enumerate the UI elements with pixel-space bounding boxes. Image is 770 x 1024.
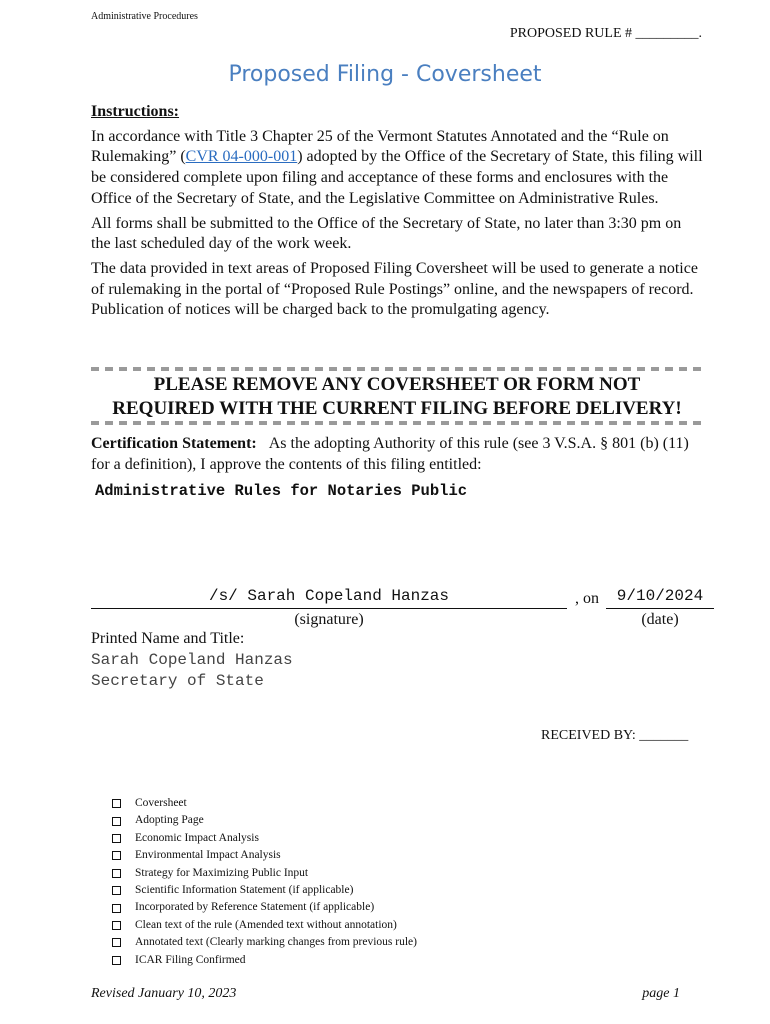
list-item bbox=[112, 865, 417, 882]
enclosures-checklist bbox=[112, 795, 417, 969]
signature-caption: (signature) bbox=[294, 611, 364, 628]
checklist-label: Coversheet bbox=[135, 797, 187, 809]
cvr-rule-link[interactable]: CVR 04-000-001 bbox=[185, 148, 298, 166]
list-item bbox=[112, 795, 417, 812]
list-item bbox=[112, 830, 417, 847]
list-item bbox=[112, 882, 417, 899]
date-field[interactable]: 9/10/2024 bbox=[606, 587, 714, 609]
signature-field[interactable]: /s/ Sarah Copeland Hanzas bbox=[91, 587, 567, 609]
checkbox[interactable] bbox=[112, 817, 121, 826]
checkbox[interactable] bbox=[112, 851, 121, 860]
proposed-rule-number: PROPOSED RULE # _________. bbox=[509, 26, 702, 41]
checkbox[interactable] bbox=[112, 904, 121, 913]
checkbox[interactable] bbox=[112, 956, 121, 965]
instructions-paragraph-2: All forms shall be submitted to the Office of the Secretary of State, no later than 3:30 pm on the last scheduled day of the work week. bbox=[91, 214, 682, 253]
checklist-label: Annotated text (Clearly marking changes from previous rule) bbox=[135, 936, 417, 949]
list-item bbox=[112, 934, 417, 951]
printed-name-field[interactable]: Sarah Copeland Hanzas bbox=[91, 651, 293, 669]
list-item bbox=[112, 899, 417, 916]
printed-name-label: Printed Name and Title: bbox=[91, 630, 245, 647]
divider-bottom bbox=[91, 421, 703, 425]
section-label: Administrative Procedures bbox=[91, 11, 198, 22]
checklist-label: Adopting Page bbox=[135, 814, 204, 827]
instructions-heading: Instructions: bbox=[91, 103, 180, 120]
checkbox[interactable] bbox=[112, 834, 121, 843]
checklist-label: Environmental Impact Analysis bbox=[135, 849, 281, 862]
page-number: page 1 bbox=[642, 986, 680, 1001]
checkbox[interactable] bbox=[112, 921, 121, 930]
banner-line-1: PLEASE REMOVE ANY COVERSHEET OR FORM NOT bbox=[153, 374, 641, 395]
instructions bbox=[91, 102, 703, 325]
revised-date: Revised January 10, 2023 bbox=[91, 986, 237, 1001]
list-item bbox=[112, 917, 417, 934]
printed-title-field[interactable]: Secretary of State bbox=[91, 672, 264, 690]
certification-label: Certification Statement: bbox=[91, 435, 257, 452]
banner-line-2: REQUIRED WITH THE CURRENT FILING BEFORE DELIVERY! bbox=[112, 398, 682, 419]
instructions-p1-start: In accordance with Title 3 Chapter 25 of the Vermont Statutes Annotated and the “Rule on Rulemaking” ( bbox=[91, 127, 669, 166]
certification-text: As the adopting Authority of this rule (see 3 V.S.A. § 801 (b) (11) for a definition), I approve the contents of this filing entitled: bbox=[91, 435, 689, 473]
instructions-paragraph-3: The data provided in text areas of Proposed Filing Coversheet will be used to generate a notice of rulemaking in the portal of “Proposed Rule Postings” online, and the newspapers of record. Publication of notices will be charged back to the promulgating agency. bbox=[91, 259, 698, 319]
certification-statement bbox=[91, 433, 703, 475]
checklist-label: Economic Impact Analysis bbox=[135, 831, 259, 844]
on-label: , on bbox=[575, 590, 599, 607]
list-item bbox=[112, 812, 417, 829]
checklist-label: Strategy for Maximizing Public Input bbox=[135, 866, 309, 879]
remove-coversheet-banner bbox=[91, 373, 703, 421]
instructions-paragraph-1 bbox=[91, 127, 703, 210]
checkbox[interactable] bbox=[112, 869, 121, 878]
checklist-label: ICAR Filing Confirmed bbox=[135, 953, 246, 966]
rule-title-field[interactable]: Administrative Rules for Notaries Public bbox=[95, 482, 468, 500]
list-item bbox=[112, 952, 417, 969]
checkbox[interactable] bbox=[112, 799, 121, 808]
date-caption: (date) bbox=[641, 611, 679, 628]
page-title: Proposed Filing - Coversheet bbox=[228, 62, 542, 87]
divider-top bbox=[91, 367, 703, 371]
list-item bbox=[112, 847, 417, 864]
checklist-label: Scientific Information Statement (if applicable) bbox=[135, 883, 354, 896]
checklist-label: Clean text of the rule (Amended text without annotation) bbox=[135, 918, 397, 931]
instructions-p1-end: ) adopted by the Office of the Secretary of State, this filing will be considered complete upon filing and acceptance of these forms and enclosures with the Office of the Secretary of State, and the Legislative Committee on Administrative Rules. bbox=[91, 148, 703, 207]
checklist-label: Incorporated by Reference Statement (if applicable) bbox=[135, 901, 375, 914]
checkbox[interactable] bbox=[112, 938, 121, 947]
checkbox[interactable] bbox=[112, 886, 121, 895]
received-by: RECEIVED BY: _______ bbox=[541, 728, 689, 743]
